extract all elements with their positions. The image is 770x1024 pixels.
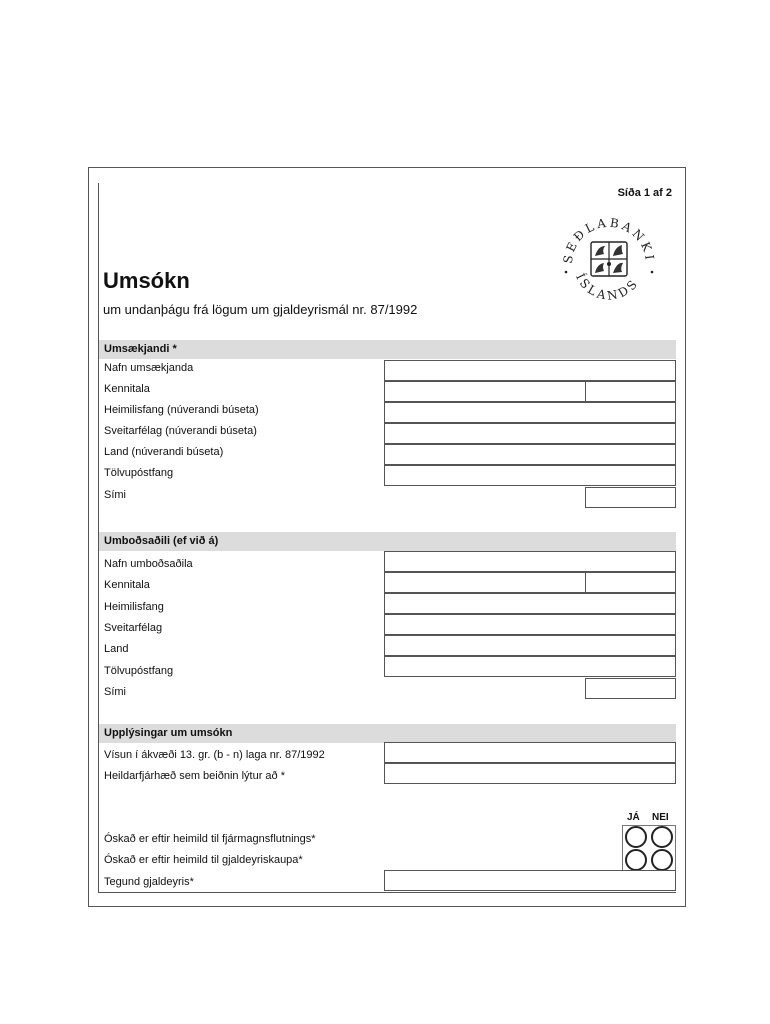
applicant-phone-label: Sími [104,489,126,501]
form-subtitle: um undanþágu frá lögum um gjaldeyrismál nr. 87/1992 [103,302,418,317]
section-header-agent: Umboðsaðili (ef við á) [99,532,676,551]
applicant-email-input[interactable] [384,465,676,486]
form-title: Umsókn [103,268,190,293]
applicant-id-label: Kennitala [104,383,150,395]
agent-address-label: Heimilisfang [104,601,164,613]
total-amount-input[interactable] [384,763,676,784]
applicant-municipality-input[interactable] [384,423,676,444]
currency-type-input[interactable] [384,870,676,891]
applicant-email-label: Tölvupóstfang [104,467,174,479]
logo-text-bottom: ÍSLANDS [573,271,642,303]
page-number: Síða 1 af 2 [617,187,672,199]
agent-municipality-input[interactable] [384,614,676,635]
agent-phone-input[interactable] [585,678,676,699]
agent-municipality-label: Sveitarfélag [104,622,163,634]
applicant-name-input[interactable] [384,360,676,381]
applicant-country-label: Land (núverandi búseta) [104,446,224,458]
agent-address-input[interactable] [384,593,676,614]
applicant-address-label: Heimilisfang (núverandi búseta) [104,404,259,416]
applicant-id-input-part2[interactable] [585,381,676,402]
currency-purchase-question: Óskað er eftir heimild til gjaldeyriskaupa* [104,854,303,866]
agent-id-input-part1[interactable] [384,572,585,593]
agent-name-input[interactable] [384,551,676,572]
sedlabanki-logo [558,212,660,308]
applicant-municipality-label: Sveitarfélag (núverandi búseta) [104,425,257,437]
currency-purchase-yes-radio[interactable] [625,849,647,871]
agent-id-input-part2[interactable] [585,572,676,593]
agent-country-input[interactable] [384,635,676,656]
section-header-application: Upplýsingar um umsókn [99,724,676,743]
legal-reference-label: Vísun í ákvæði 13. gr. (b - n) laga nr. 87/1992 [104,749,325,761]
applicant-address-input[interactable] [384,402,676,423]
agent-email-label: Tölvupóstfang [104,665,174,677]
yes-column-header: JÁ [627,812,640,823]
no-column-header: NEI [652,812,669,823]
legal-reference-input[interactable] [384,742,676,763]
applicant-phone-input[interactable] [585,487,676,508]
agent-id-label: Kennitala [104,579,150,591]
logo-text-top: SEÐLABANKI [560,215,658,265]
applicant-id-input-part1[interactable] [384,381,585,402]
agent-phone-label: Sími [104,686,126,698]
applicant-name-label: Nafn umsækjanda [104,362,194,374]
total-amount-label: Heildarfjárhæð sem beiðnin lýtur að * [104,770,285,782]
capital-transfer-question: Óskað er eftir heimild til fjármagnsflutnings* [104,833,316,845]
section-header-applicant: Umsækjandi * [99,340,676,359]
agent-email-input[interactable] [384,656,676,677]
currency-purchase-no-radio[interactable] [651,849,673,871]
capital-transfer-no-radio[interactable] [651,826,673,848]
applicant-country-input[interactable] [384,444,676,465]
agent-country-label: Land [104,643,129,655]
agent-name-label: Nafn umboðsaðila [104,558,193,570]
capital-transfer-yes-radio[interactable] [625,826,647,848]
currency-type-label: Tegund gjaldeyris* [104,876,194,888]
